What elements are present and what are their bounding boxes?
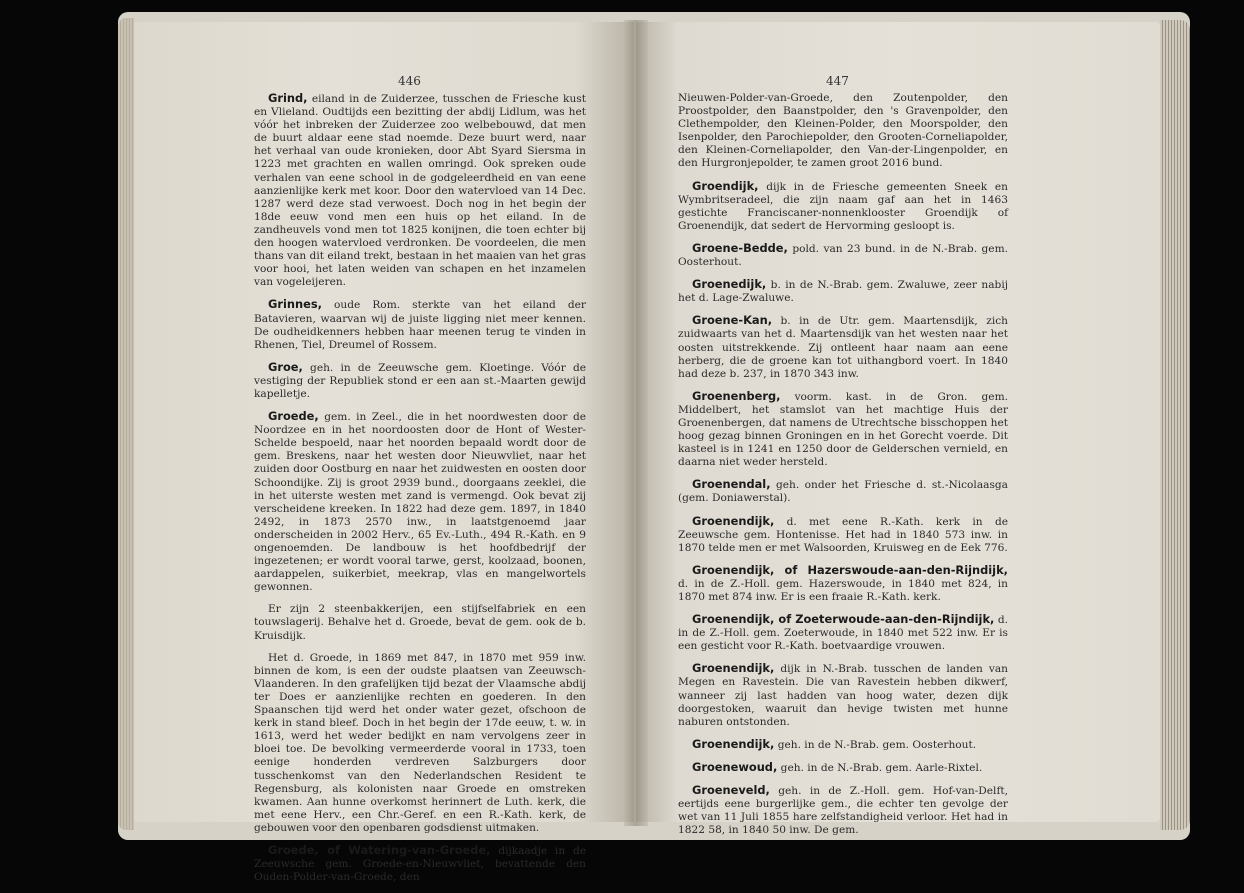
entry-body: d. in de Z.-Holl. gem. Zoeterwoude, in 1840 met 522 inw. Er is een gesticht voor R.-Kath. boetvaardige vrouwen. (678, 614, 1008, 653)
dictionary-entry (254, 844, 586, 884)
dictionary-entry (678, 613, 1008, 653)
entry-headword: Groene-Bedde, (692, 240, 788, 255)
dictionary-entry (678, 242, 1008, 269)
page-number-right: 447 (826, 74, 849, 88)
entry-body: voorm. kast. in de Gron. gem. Middelbert, het stamslot van het machtige Huis der Groenenbergen, dat namens de Utrechtsche bisschoppen het hoog gezag binnen Groningen en in het Gorecht voerde. Dit kasteel is in 1241 en 1250 door de Gelderschen vernield, en daarna niet weder hersteld. (678, 390, 1008, 469)
entry-headword: Groendijk, (692, 178, 759, 193)
entry-headword: Groenenberg, (692, 388, 781, 403)
entry-headword: Groenendijk, (692, 736, 775, 751)
entry-headword: Grind, (268, 91, 308, 105)
entry-headword: Grinnes, (268, 297, 322, 312)
dictionary-entry (678, 662, 1008, 728)
dictionary-entry (678, 314, 1008, 380)
dictionary-entry (678, 390, 1008, 470)
book-gutter (624, 20, 648, 826)
entry-headword: Groenendal, (692, 477, 771, 492)
entry-body: gem. in Zeel., die in het noordwesten door de Noordzee en in het noordoosten door de Hont of Wester-Schelde bespoeld, naar het noorden bepaald wordt door de gem. Breskens, naar het westen door Nieuwvliet, naar het zuiden door Oostburg en naar het zuidwesten en oosten door Schoondijke. Zij is groot 2939 bund., doorgaans zeeklei, die in het uiterste westen met zand is vermengd. Ook bevat zij verscheidene kreeken. In 1822 had deze gem. 1897, in 1840 2492, in 1873 2570 inw., in laatstgenoemd jaar onderscheiden in 2002 Herv., 65 Ev.-Luth., 494 R.-Kath. en 9 ongenoemden. De landbouw is het hoofdbedrijf der ingezetenen; er wordt vooral tarwe, gerst, koolzaad, boonen, aardappelen, suikerbiet, meekrap, vlas en mangelwortels gewonnen. (254, 411, 586, 594)
entry-body: b. in de Utr. gem. Maartensdijk, zich zuidwaarts van het d. Maartensdijk van het westen naar het oosten uitstrekkende. Zij ontleent haar naam aan eene herberg, die de groene kan tot uithangbord voert. In 1840 had deze b. 237, in 1870 343 inw. (678, 315, 1008, 380)
entry-body: d. in de Z.-Holl. gem. Hazerswoude, in 1840 met 824, in 1870 met 874 inw. Er is een fraaie R.-Kath. kerk. (678, 577, 1008, 603)
dictionary-entry (678, 478, 1008, 505)
dictionary-entry (678, 180, 1008, 233)
entry-body: Er zijn 2 steenbakkerijen, een stijfselfabriek en een touwslagerij. Behalve het d. Groede, bevat de gem. ook de b. Kruisdijk. (254, 603, 586, 642)
dictionary-entry (678, 761, 1008, 775)
entry-body: geh. in de N.-Brab. gem. Oosterhout. (774, 738, 977, 751)
page-edges-right (1160, 20, 1190, 830)
entry-body: dijk in de Friesche gemeenten Sneek en Wymbritseradeel, die zijn naam gaf aan het in 1463 gestichte Franciscaner-nonnenklooster Groendijk of Groenendijk, dat sedert de Hervorming gesloopt is. (678, 180, 1008, 232)
page-edges-left (118, 18, 134, 830)
entry-body: eiland in de Zuiderzee, tusschen de Friesche kust en Vlieland. Oudtijds een bezitting der abdij Lidlum, was het vóór het inbreken der Zuiderzee zoo welbebouwd, dat men de buurt aldaar eene stad noemde. Deze buurt werd, naar het verhaal van oude kronieken, door Abt Syard Siersma in 1223 met grachten en wallen omringd. Ook spreken oude verhalen van eene school in de godgeleerdheid en van eene aanzienlijke kerk met koor. Door den watervloed van 14 Dec. 1287 werd deze stad verwoest. Doch nog in het begin der 18de eeuw vond men een huis op het eiland. In de zandheuvels vond men tot 1825 konijnen, die toen echter bij den hoogen watervloed verdronken. De voordeelen, die men thans van dit eiland trekt, bestaan in het maaien van het gras voor hooi, het laten weiden van schapen en het inzamelen van vogeleijeren. (254, 93, 586, 289)
dictionary-entry (254, 603, 586, 642)
entry-headword: Groenendijk, of Hazerswoude-aan-den-Rijndijk, (692, 562, 1008, 577)
entry-body: b. in de N.-Brab. gem. Zwaluwe, zeer nabij het d. Lage-Zwaluwe. (678, 279, 1008, 305)
entry-body: oude Rom. sterkte van het eiland der Batavieren, waarvan wij de juiste ligging niet meer kennen. De oudheidkenners hebben haar meenen terug te vinden in Rhenen, Tiel, Dreumel of Rossem. (254, 299, 586, 351)
entry-body: Het d. Groede, in 1869 met 847, in 1870 met 959 inw. binnen de kom, is een der oudste plaatsen van Zeeuwsch-Vlaanderen. In den grafelijken tijd bezat der Vlaamsche abdij ter Does er aanzienlijke rechten en goederen. In den Spaanschen tijd werd het onder water gezet, ofschoon de kerk in stand bleef. Doch in het begin der 17de eeuw, t. w. in 1613, werd het weder bedijkt en nam vervolgens zeer in bloei toe. De bevolking vermeerderde vooral in 1733, toen eenige honderden verdreven Salzburgers door tusschenkomst van den Nederlandschen Resident te Regensburg, als kolonisten naar Groede en omstreken kwamen. Aan hunne overkomst herinnert de Luth. kerk, die met eene Herv., een Chr.-Geref. en een R.-Kath. kerk, de gebouwen voor den openbaren godsdienst uitmaken. (254, 651, 586, 834)
entry-headword: Groene-Kan, (692, 313, 773, 328)
entry-headword: Groenewoud, (692, 759, 778, 774)
entry-body: dijkaadje in de Zeeuwsche gem. Groede-en-Nieuwvliet, bevattende den Ouden-Polder-van-Groede, den (254, 844, 586, 884)
page-number-left: 446 (398, 74, 421, 88)
dictionary-entry (254, 361, 586, 401)
dictionary-entry (678, 515, 1008, 555)
entry-body: d. met eene R.-Kath. kerk in de Zeeuwsche gem. Hontenisse. Het had in 1840 573 inw. in 1870 telde men er met Walsoorden, Kruisweg en de Eek 776. (678, 515, 1008, 554)
dictionary-entry (254, 652, 586, 835)
entry-headword: Groede, (268, 409, 319, 424)
dictionary-entry (678, 92, 1008, 171)
entry-body: geh. onder het Friesche d. st.-Nicolaasga (gem. Doniawerstal). (678, 479, 1008, 505)
dictionary-entry (254, 92, 586, 289)
entry-headword: Groenendijk, (692, 513, 775, 528)
entry-headword: Groe, (268, 359, 303, 374)
dictionary-entry (678, 278, 1008, 305)
dictionary-entry (678, 564, 1008, 604)
right-column-text (678, 92, 1008, 846)
entry-body: geh. in de N.-Brab. gem. Aarle-Rixtel. (777, 761, 983, 774)
entry-body: dijk in N.-Brab. tusschen de landen van Megen en Ravestein. Die van Ravestein hebben dikwerf, wanneer zij last hadden van hoog water, dezen dijk doorgestoken, waaruit dan hevige twisten met hunne naburen ontstonden. (678, 663, 1008, 728)
entry-body: geh. in de Zeeuwsche gem. Kloetinge. Vóór de vestiging der Republiek stond er een aan st.-Maarten gewijd kapelletje. (254, 361, 586, 400)
left-column-text (254, 92, 586, 893)
dictionary-entry (678, 738, 1008, 752)
entry-headword: Groede, of Watering-van-Groede, (268, 842, 491, 857)
entry-headword: Groenendijk, of Zoeterwoude-aan-den-Rijndijk, (692, 612, 995, 627)
entry-headword: Groenendijk, (692, 661, 775, 676)
dictionary-entry (678, 784, 1008, 837)
entry-body: Nieuwen-Polder-van-Groede, den Zoutenpolder, den Proostpolder, den Baanstpolder, den 's Gravenpolder, den Clethempolder, den Kleinen-Polder, den Moorspolder, den Isenpolder, den Parochiepolder, den Grooten-Corneliapolder, den Kleinen-Corneliapolder, den Van-der-Lingenpolder, en den Hurgronjepolder, te zamen groot 2016 bund. (678, 92, 1008, 170)
entry-body: geh. in de Z.-Holl. gem. Hof-van-Delft, eertijds eene burgerlijke gem., die echter ten gevolge der wet van 11 Juli 1855 hare zelfstandigheid verloor. Het had in 1822 58, in 1840 50 inw. De gem. (678, 785, 1008, 837)
dictionary-entry (254, 410, 586, 594)
entry-body: pold. van 23 bund. in de N.-Brab. gem. Oosterhout. (678, 242, 1008, 269)
dictionary-entry (254, 298, 586, 351)
entry-headword: Groeneveld, (692, 783, 770, 798)
entry-headword: Groenedijk, (692, 277, 767, 292)
